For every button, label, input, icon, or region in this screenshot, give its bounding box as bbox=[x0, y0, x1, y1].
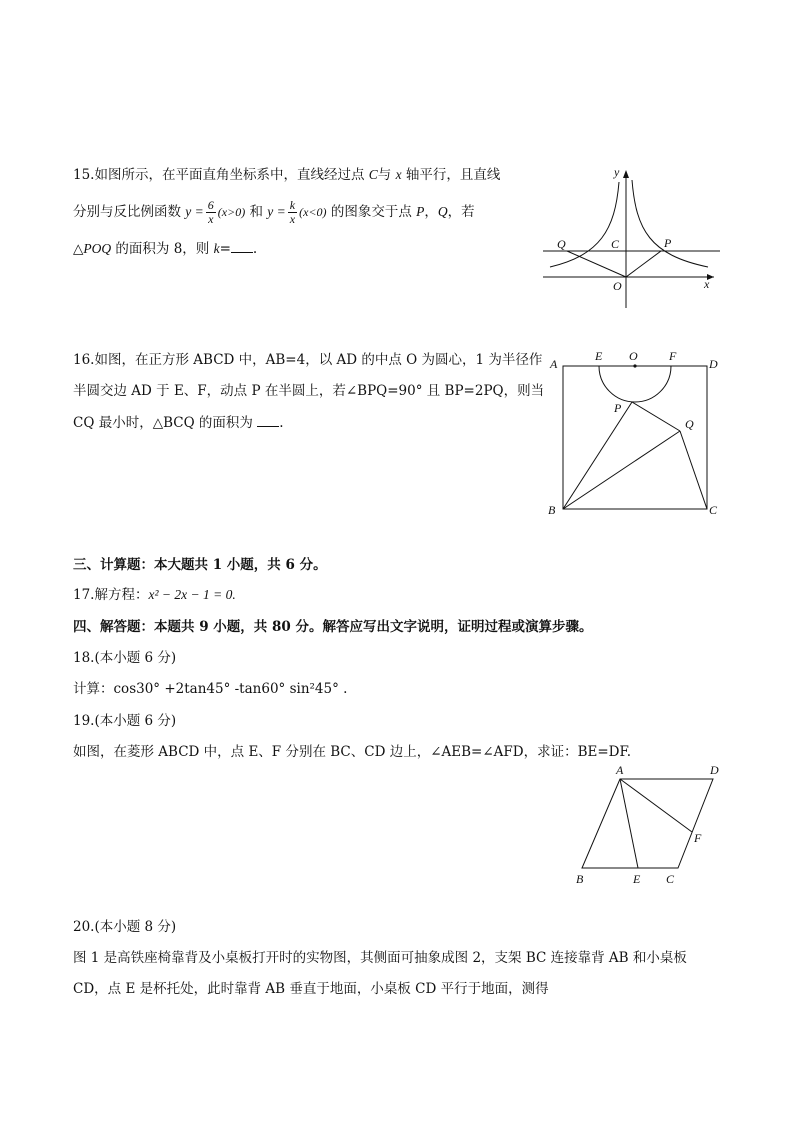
section-4-heading: 四、解答题：本题共 9 小题，共 80 分。解答应写出文字说明，证明过程或演算步骤。 bbox=[73, 619, 593, 635]
q15-line-3: △POQ 的面积为 8，则 k= . bbox=[73, 238, 257, 259]
q16-line-1: 16.如图，在正方形 ABCD 中，AB=4，以 AD 的中点 O 为圆心，1 为半径作 bbox=[73, 352, 543, 368]
segment-op bbox=[626, 251, 661, 277]
answer-blank bbox=[231, 238, 253, 253]
curve-right bbox=[632, 180, 708, 267]
semicircle bbox=[599, 366, 671, 402]
label-a: A bbox=[550, 357, 558, 371]
segment-qc bbox=[680, 431, 707, 509]
label-f: F bbox=[669, 349, 677, 363]
label-x: x bbox=[704, 277, 710, 291]
label-b: B bbox=[576, 872, 584, 886]
label-o: O bbox=[613, 279, 622, 293]
segment-af bbox=[620, 779, 692, 832]
rhombus-abcd bbox=[582, 779, 713, 868]
label-d: D bbox=[709, 357, 718, 371]
q19-head: 19.(本小题 6 分) bbox=[73, 713, 177, 729]
label-o: O bbox=[629, 349, 638, 363]
label-b: B bbox=[548, 503, 556, 517]
label-c: C bbox=[709, 503, 718, 517]
label-q: Q bbox=[685, 417, 694, 431]
segment-oq bbox=[567, 251, 626, 277]
segment-pq bbox=[632, 402, 680, 431]
label-c: C bbox=[666, 872, 675, 886]
label-y: y bbox=[614, 165, 620, 179]
section-3-heading: 三、计算题：本大题共 1 小题，共 6 分。 bbox=[73, 557, 327, 573]
label-d: D bbox=[710, 763, 719, 777]
square-abcd bbox=[563, 366, 707, 509]
q16-line-2: 半圆交边 AD 于 E、F，动点 P 在半圆上，若∠BPQ=90° 且 BP=2PQ，则当 bbox=[73, 383, 545, 399]
q15-line-2: 分别与反比例函数 y = $\frac{6}{x}$ (x>0) 和 y = $\frac{k}{x}$ (x<0) 的图象交于点 P，Q，若 bbox=[73, 198, 475, 226]
fraction-k-over-x: $\frac{k}{x}$ bbox=[289, 198, 296, 226]
label-p: P bbox=[614, 401, 622, 415]
label-f: F bbox=[694, 831, 702, 845]
segment-bp bbox=[563, 402, 632, 509]
q20-head: 20.(本小题 8 分) bbox=[73, 919, 177, 935]
q18-head: 18.(本小题 6 分) bbox=[73, 650, 177, 666]
answer-blank bbox=[257, 412, 279, 427]
q20-line-2: CD，点 E 是杯托处，此时靠背 AB 垂直于地面，小桌板 CD 平行于地面，测得 bbox=[73, 981, 549, 997]
q19-figure bbox=[570, 762, 730, 890]
q19-body: 如图，在菱形 ABCD 中，点 E、F 分别在 BC、CD 边上，∠AEB=∠AFD，求证：BE=DF. bbox=[73, 744, 632, 760]
segment-bq bbox=[563, 431, 680, 509]
q17: 17.解方程：x² − 2x − 1 = 0. bbox=[73, 587, 236, 603]
q15-line-1: 15.如图所示，在平面直角坐标系中，直线经过点 C与 x 轴平行，且直线 bbox=[73, 167, 501, 183]
q18-body: 计算：cos30° +2tan45° -tan60° sin²45° . bbox=[73, 681, 348, 697]
label-e: E bbox=[595, 349, 603, 363]
label-a: A bbox=[616, 763, 624, 777]
label-e: E bbox=[633, 872, 641, 886]
q20-line-1: 图 1 是高铁座椅靠背及小桌板打开时的实物图，其侧面可抽象成图 2，支架 BC 连接靠背 AB 和小桌板 bbox=[73, 950, 687, 966]
label-q: Q bbox=[557, 237, 566, 251]
y-axis-arrow-icon bbox=[623, 170, 629, 178]
label-c: C bbox=[611, 237, 620, 251]
q16-line-3: CQ 最小时，△BCQ 的面积为 . bbox=[73, 412, 284, 433]
label-p: P bbox=[664, 236, 672, 250]
fraction-6-over-x: $\frac{6}{x}$ bbox=[207, 198, 214, 226]
point-o bbox=[633, 364, 636, 367]
segment-ae bbox=[620, 779, 638, 868]
q15-figure bbox=[538, 160, 728, 310]
curve-left bbox=[550, 182, 619, 267]
q16-figure bbox=[543, 348, 725, 520]
